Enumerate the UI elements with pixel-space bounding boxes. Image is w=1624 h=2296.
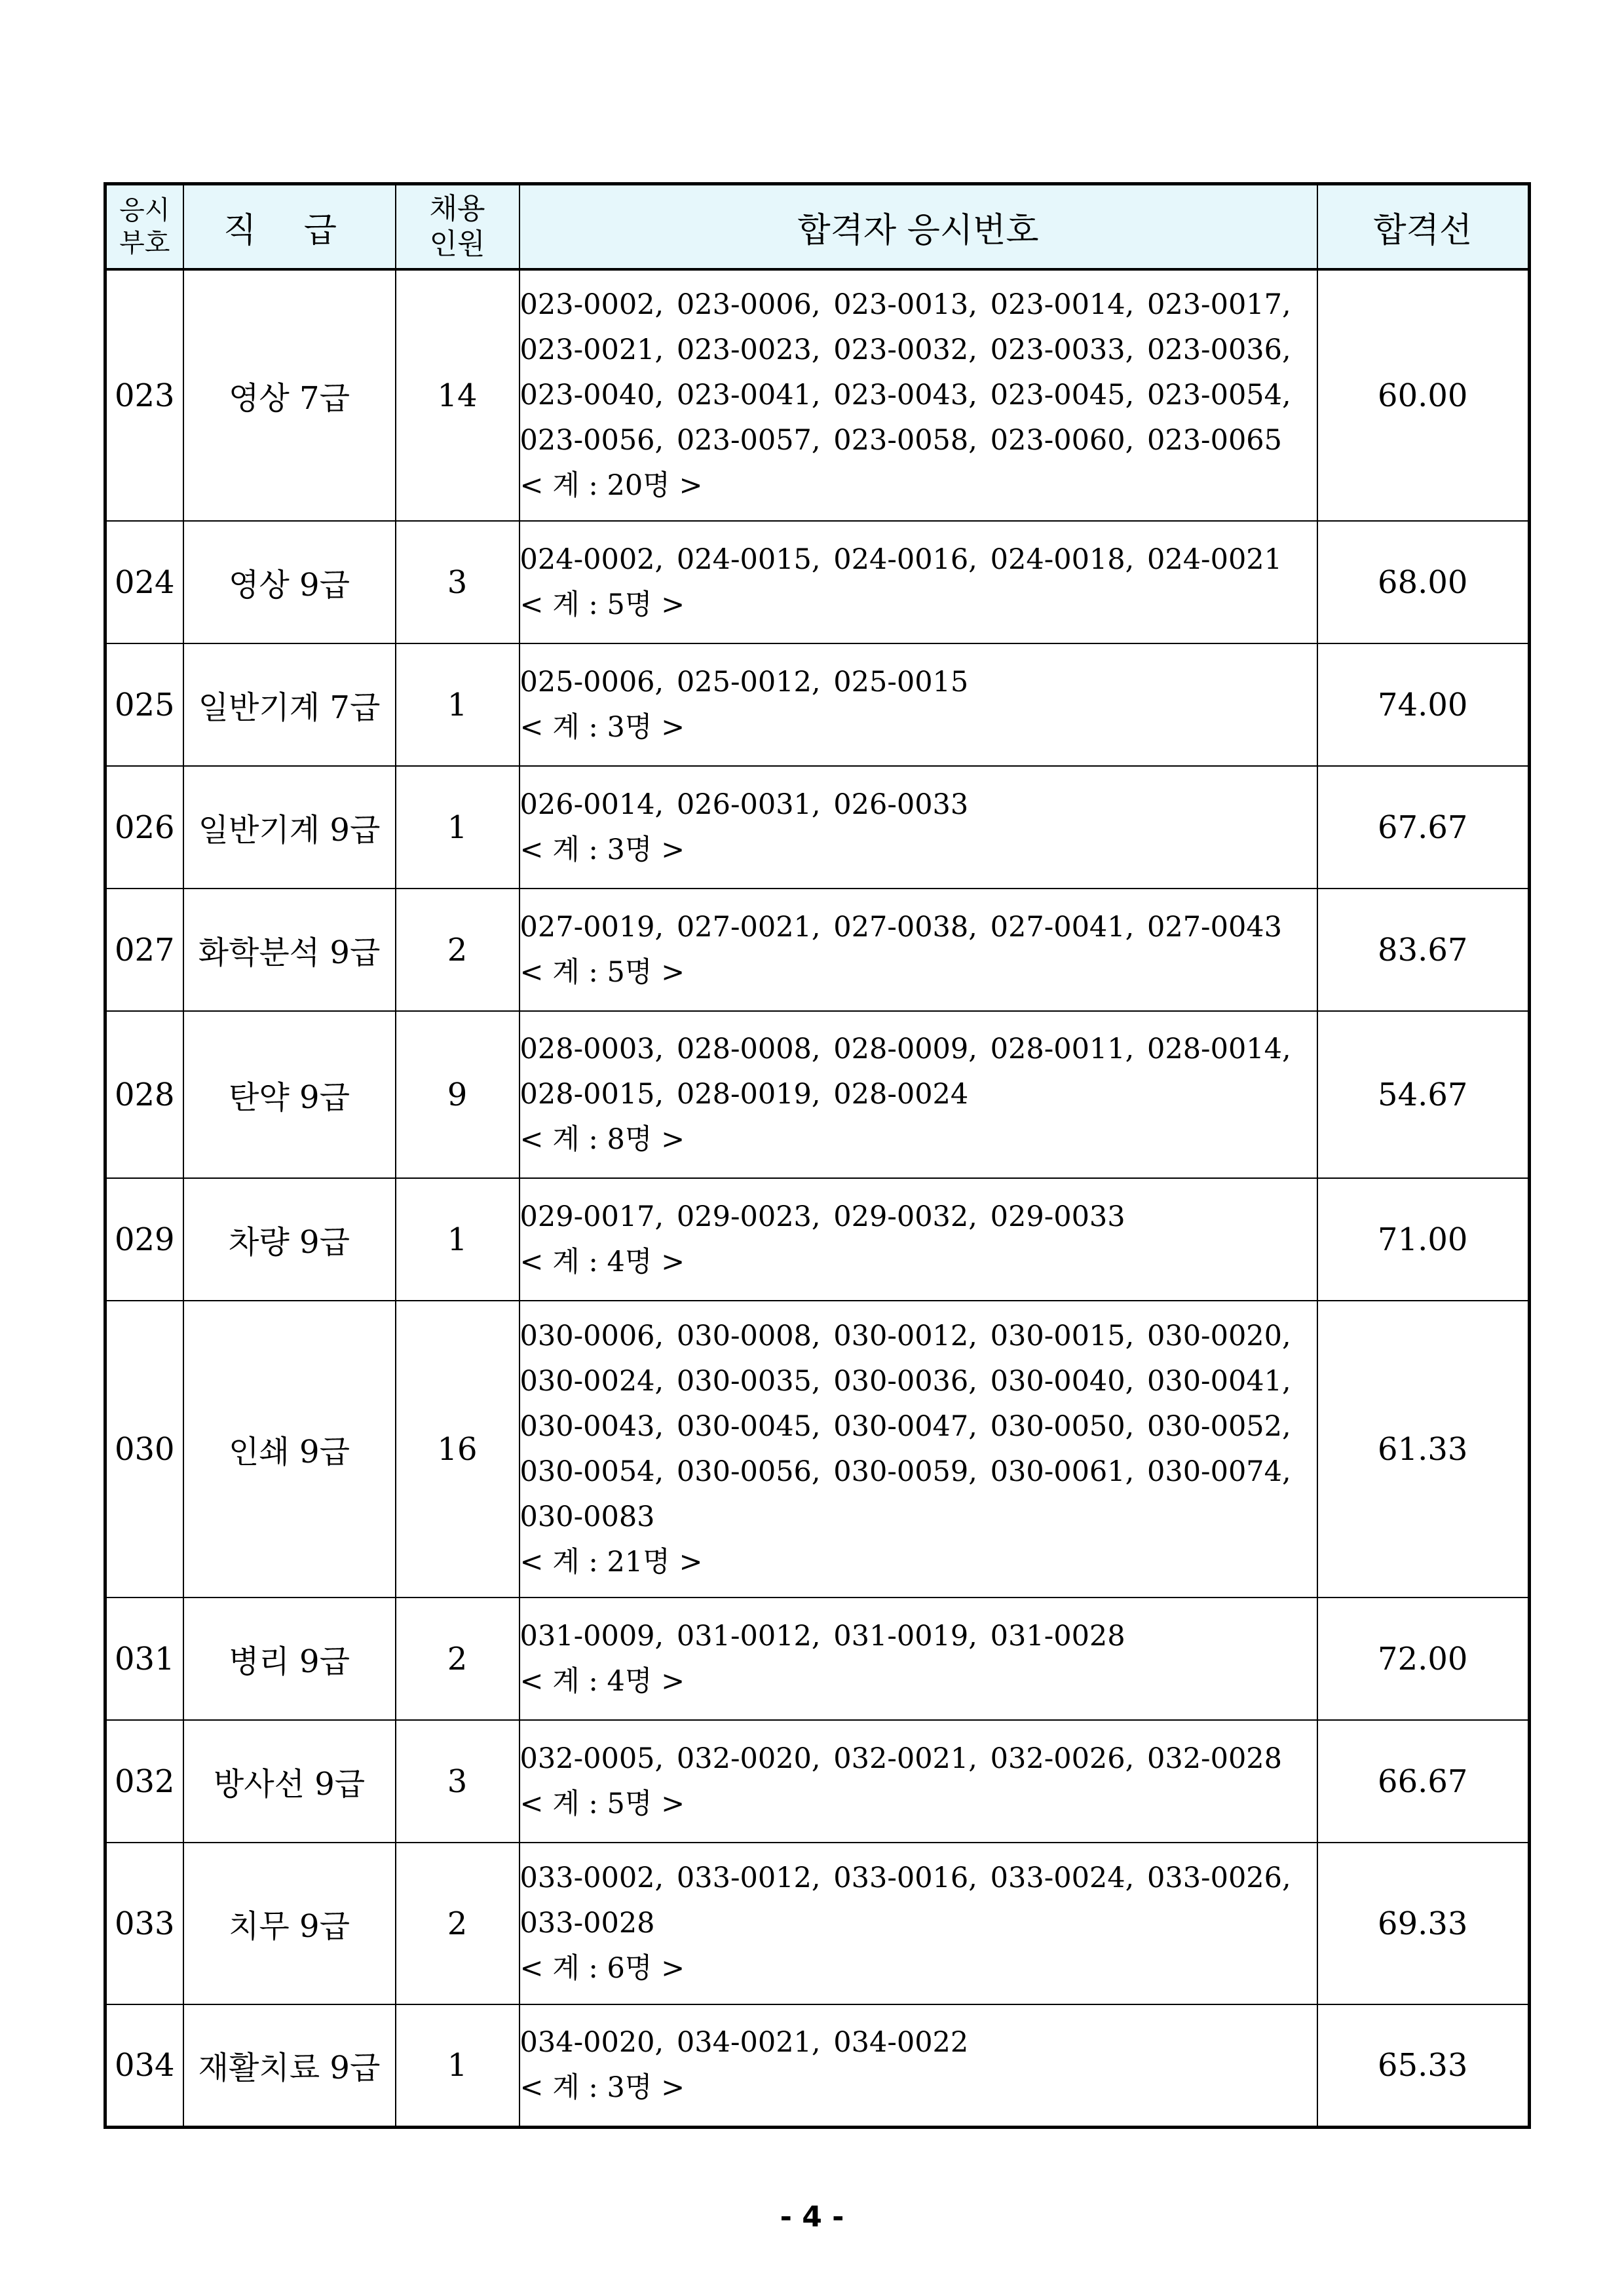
applicant-total: < 계 : 3명 > bbox=[519, 710, 685, 744]
row-hires: 9 bbox=[396, 1011, 519, 1178]
applicant-total: < 계 : 4명 > bbox=[519, 1664, 685, 1698]
row-applicant-ids bbox=[519, 1301, 1317, 1598]
header-code: 응시 부호 bbox=[105, 184, 183, 270]
applicant-id-line: 023-0056, 023-0057, 023-0058, 023-0060, 023-0065 bbox=[519, 424, 1283, 457]
row-position: 재활치료 9급 bbox=[183, 2004, 396, 2127]
table-row bbox=[105, 521, 1530, 643]
row-position: 화학분석 9급 bbox=[183, 889, 396, 1011]
row-position: 차량 9급 bbox=[183, 1178, 396, 1301]
row-cutoff: 83.67 bbox=[1317, 889, 1530, 1011]
applicant-total: < 계 : 20명 > bbox=[519, 469, 703, 502]
row-applicant-ids bbox=[519, 1011, 1317, 1178]
row-position: 인쇄 9급 bbox=[183, 1301, 396, 1598]
row-position: 치무 9급 bbox=[183, 1843, 396, 2004]
applicant-total: < 계 : 21명 > bbox=[519, 1545, 703, 1578]
table-row bbox=[105, 1720, 1530, 1843]
applicant-id-line: 024-0002, 024-0015, 024-0016, 024-0018, 024-0021 bbox=[519, 543, 1283, 576]
applicant-id-line: 023-0021, 023-0023, 023-0032, 023-0033, 023-0036, bbox=[519, 334, 1291, 366]
applicant-id-line: 023-0002, 023-0006, 023-0013, 023-0014, 023-0017, bbox=[519, 288, 1291, 321]
row-applicant-ids bbox=[519, 1178, 1317, 1301]
row-applicant-ids bbox=[519, 1843, 1317, 2004]
table-row bbox=[105, 269, 1530, 521]
applicant-id-line: 030-0043, 030-0045, 030-0047, 030-0050, 030-0052, bbox=[519, 1409, 1291, 1443]
applicant-id-line: 030-0083 bbox=[519, 1500, 655, 1533]
row-position: 방사선 9급 bbox=[183, 1720, 396, 1843]
row-applicant-ids bbox=[519, 766, 1317, 889]
row-code: 026 bbox=[105, 766, 183, 889]
applicant-id-line: 031-0009, 031-0012, 031-0019, 031-0028 bbox=[519, 1619, 1125, 1653]
row-position: 영상 9급 bbox=[183, 521, 396, 643]
header-position: 직 급 bbox=[183, 184, 396, 270]
applicant-total: < 계 : 8명 > bbox=[519, 1123, 685, 1156]
applicant-id-line: 028-0003, 028-0008, 028-0009, 028-0011, 028-0014, bbox=[519, 1033, 1291, 1065]
header-cutoff: 합격선 bbox=[1317, 184, 1530, 270]
applicant-id-line: 025-0006, 025-0012, 025-0015 bbox=[519, 665, 969, 698]
table-row bbox=[105, 1598, 1530, 1720]
applicant-id-line: 030-0024, 030-0035, 030-0036, 030-0040, 030-0041, bbox=[519, 1364, 1291, 1398]
applicant-id-line: 033-0002, 033-0012, 033-0016, 033-0024, 033-0026, bbox=[519, 1862, 1291, 1894]
applicant-id-line: 034-0020, 034-0021, 034-0022 bbox=[519, 2025, 969, 2059]
row-hires: 3 bbox=[396, 521, 519, 643]
row-hires: 14 bbox=[396, 269, 519, 521]
row-cutoff: 60.00 bbox=[1317, 269, 1530, 521]
row-cutoff: 68.00 bbox=[1317, 521, 1530, 643]
applicant-id-line: 026-0014, 026-0031, 026-0033 bbox=[519, 788, 969, 821]
row-cutoff: 66.67 bbox=[1317, 1720, 1530, 1843]
applicant-total: < 계 : 5명 > bbox=[519, 1787, 685, 1820]
row-code: 023 bbox=[105, 269, 183, 521]
row-applicant-ids bbox=[519, 1598, 1317, 1720]
row-applicant-ids bbox=[519, 269, 1317, 521]
row-applicant-ids bbox=[519, 1720, 1317, 1843]
table-row bbox=[105, 2004, 1530, 2127]
row-code: 027 bbox=[105, 889, 183, 1011]
table-row bbox=[105, 889, 1530, 1011]
applicant-id-line: 028-0015, 028-0019, 028-0024 bbox=[519, 1078, 969, 1111]
table-row bbox=[105, 1011, 1530, 1178]
row-code: 029 bbox=[105, 1178, 183, 1301]
applicant-total: < 계 : 6명 > bbox=[519, 1952, 685, 1985]
table-row bbox=[105, 1843, 1530, 2004]
row-code: 028 bbox=[105, 1011, 183, 1178]
row-hires: 2 bbox=[396, 889, 519, 1011]
row-position: 영상 7급 bbox=[183, 269, 396, 521]
applicant-total: < 계 : 5명 > bbox=[519, 588, 685, 621]
row-code: 033 bbox=[105, 1843, 183, 2004]
applicant-id-line: 029-0017, 029-0023, 029-0032, 029-0033 bbox=[519, 1200, 1125, 1233]
page-number: - 4 - bbox=[780, 2200, 844, 2234]
row-code: 031 bbox=[105, 1598, 183, 1720]
row-cutoff: 71.00 bbox=[1317, 1178, 1530, 1301]
applicant-id-line: 023-0040, 023-0041, 023-0043, 023-0045, 023-0054, bbox=[519, 379, 1291, 411]
row-hires: 1 bbox=[396, 643, 519, 766]
applicant-id-line: 033-0028 bbox=[519, 1907, 655, 1940]
table-body bbox=[105, 269, 1530, 2127]
row-code: 032 bbox=[105, 1720, 183, 1843]
table-row bbox=[105, 766, 1530, 889]
applicant-id-line: 027-0019, 027-0021, 027-0038, 027-0041, 027-0043 bbox=[519, 910, 1283, 944]
applicant-total: < 계 : 4명 > bbox=[519, 1245, 685, 1278]
row-hires: 16 bbox=[396, 1301, 519, 1598]
table-row bbox=[105, 643, 1530, 766]
row-cutoff: 72.00 bbox=[1317, 1598, 1530, 1720]
table-row bbox=[105, 1178, 1530, 1301]
row-code: 030 bbox=[105, 1301, 183, 1598]
row-cutoff: 61.33 bbox=[1317, 1301, 1530, 1598]
header-ids: 합격자 응시번호 bbox=[519, 184, 1317, 270]
row-code: 025 bbox=[105, 643, 183, 766]
row-cutoff: 65.33 bbox=[1317, 2004, 1530, 2127]
row-code: 024 bbox=[105, 521, 183, 643]
row-position: 일반기계 7급 bbox=[183, 643, 396, 766]
row-cutoff: 67.67 bbox=[1317, 766, 1530, 889]
applicant-id-line: 032-0005, 032-0020, 032-0021, 032-0026, 032-0028 bbox=[519, 1742, 1283, 1775]
applicant-id-line: 030-0054, 030-0056, 030-0059, 030-0061, 030-0074, bbox=[519, 1455, 1291, 1488]
applicant-total: < 계 : 3명 > bbox=[519, 2071, 685, 2104]
row-cutoff: 74.00 bbox=[1317, 643, 1530, 766]
header-hires: 채용 인원 bbox=[396, 184, 519, 270]
row-hires: 2 bbox=[396, 1843, 519, 2004]
applicant-id-line: 030-0006, 030-0008, 030-0012, 030-0015, 030-0020, bbox=[519, 1319, 1291, 1352]
table-header-row bbox=[105, 184, 1530, 270]
applicant-total: < 계 : 3명 > bbox=[519, 833, 685, 866]
row-code: 034 bbox=[105, 2004, 183, 2127]
row-cutoff: 69.33 bbox=[1317, 1843, 1530, 2004]
row-hires: 1 bbox=[396, 2004, 519, 2127]
row-position: 병리 9급 bbox=[183, 1598, 396, 1720]
row-applicant-ids bbox=[519, 521, 1317, 643]
results-table bbox=[104, 182, 1531, 2129]
row-applicant-ids bbox=[519, 889, 1317, 1011]
table-row bbox=[105, 1301, 1530, 1598]
row-applicant-ids bbox=[519, 2004, 1317, 2127]
row-applicant-ids bbox=[519, 643, 1317, 766]
row-position: 일반기계 9급 bbox=[183, 766, 396, 889]
applicant-total: < 계 : 5명 > bbox=[519, 955, 685, 989]
row-position: 탄약 9급 bbox=[183, 1011, 396, 1178]
row-hires: 2 bbox=[396, 1598, 519, 1720]
row-cutoff: 54.67 bbox=[1317, 1011, 1530, 1178]
row-hires: 1 bbox=[396, 1178, 519, 1301]
row-hires: 1 bbox=[396, 766, 519, 889]
row-hires: 3 bbox=[396, 1720, 519, 1843]
